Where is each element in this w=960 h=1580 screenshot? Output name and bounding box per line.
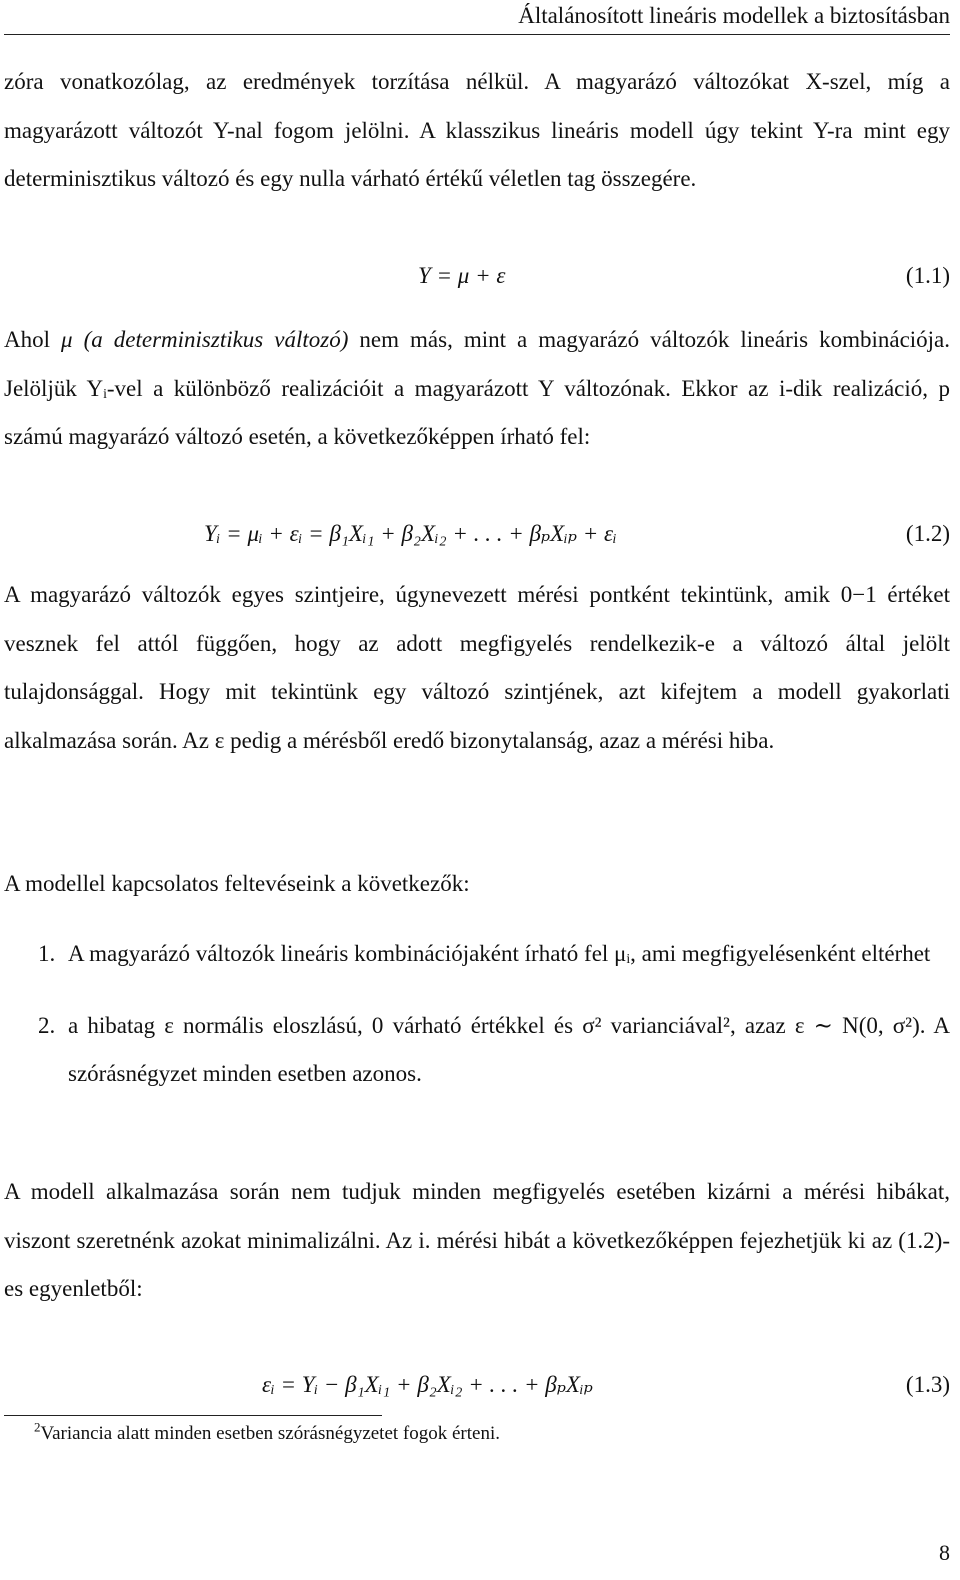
equation-1-3 [4, 1365, 950, 1405]
list-item [4, 930, 950, 979]
assumptions-list [4, 930, 950, 1099]
header-rule [4, 34, 950, 35]
list-item-text: A magyarázó változók lineáris kombinációjaként írható fel μᵢ, ami megfigyelésenként eltérhet [68, 941, 931, 966]
paragraph-realization-mu: μ [61, 327, 73, 352]
paragraph-realization-rest: nem más, mint a magyarázó változók lineáris kombinációja. Jelöljük Yᵢ-vel a különböző realizációit a magyarázott Y változónak. Ekkor az i-dik realizáció, p számú magyarázó változó esetén, a következőképpen írható fel: [4, 327, 951, 449]
page-number: 8 [939, 1540, 950, 1565]
list-item [4, 1002, 950, 1099]
footnote-rule [4, 1415, 382, 1416]
paragraph-assumptions-intro: A modellel kapcsolatos feltevéseink a következők: [4, 871, 470, 896]
equation-1-2-formula: Yᵢ = μᵢ + εᵢ = β₁Xᵢ₁ + β₂Xᵢ₂ + . . . + βₚXᵢₚ + εᵢ [204, 521, 617, 546]
equation-1-1 [4, 256, 950, 296]
list-item-number: 2. [38, 1012, 56, 1038]
paragraph-realization-italic: (a determinisztikus változó) [72, 327, 349, 352]
paragraph-realization-lead: Ahol [4, 327, 62, 352]
footnote-mark: 2 [34, 1419, 41, 1435]
paragraph-measurement-error: A modell alkalmazása során nem tudjuk minden megfigyelés esetében kizárni a mérési hibákat, viszont szeretnénk azokat minimalizálni. Az i. mérési hibát a következőképpen fejezhetjük ki az (1.2)-es egyenletből: [4, 1179, 950, 1301]
paragraph-measurement-points: A magyarázó változók egyes szintjeire, úgynevezett mérési pontként tekintünk, amik 0−1 értéket vesznek fel attól függően, hogy az adott megfigyelés rendelkezik-e a változó által jelölt tulajdonsággal. Hogy mit tekintünk egy változó szintjének, azt kifejtem a modell gyakorlati alkalmazása során. Az ε pedig a mérésből eredő bizonytalanság, azaz a mérési hiba. [4, 582, 950, 753]
footnote [34, 1420, 500, 1448]
equation-1-2 [4, 514, 950, 554]
equation-1-1-number: (1.1) [905, 263, 950, 288]
running-header: Általánosított lineáris modellek a biztosításban [518, 3, 950, 28]
equation-1-1-formula: Y = μ + ε [418, 263, 506, 288]
equation-1-3-formula: εᵢ = Yᵢ − β₁Xᵢ₁ + β₂Xᵢ₂ + . . . + βₚXᵢₚ [262, 1372, 593, 1397]
footnote-text: Variancia alatt minden esetben szórásnégyzetet fogok érteni. [40, 1423, 500, 1444]
paragraph-realization [4, 316, 950, 462]
equation-1-3-number: (1.3) [905, 1372, 950, 1397]
paragraph-intro: zóra vonatkozólag, az eredmények torzítása nélkül. A magyarázó változókat X-szel, míg a magyarázott változót Y-nal fogom jelölni. A klasszikus lineáris modell úgy tekint Y-ra mint egy determinisztikus változó és egy nulla várható értékű véletlen tag összegére. [4, 69, 950, 191]
list-item-number: 1. [38, 941, 56, 966]
list-item-text: a hibatag ε normális eloszlású, 0 várható értékkel és σ² varianciával², azaz ε ∼ N(0, σ²). A szórásnégyzet minden esetben azonos. [68, 1012, 950, 1086]
equation-1-2-number: (1.2) [905, 521, 950, 546]
